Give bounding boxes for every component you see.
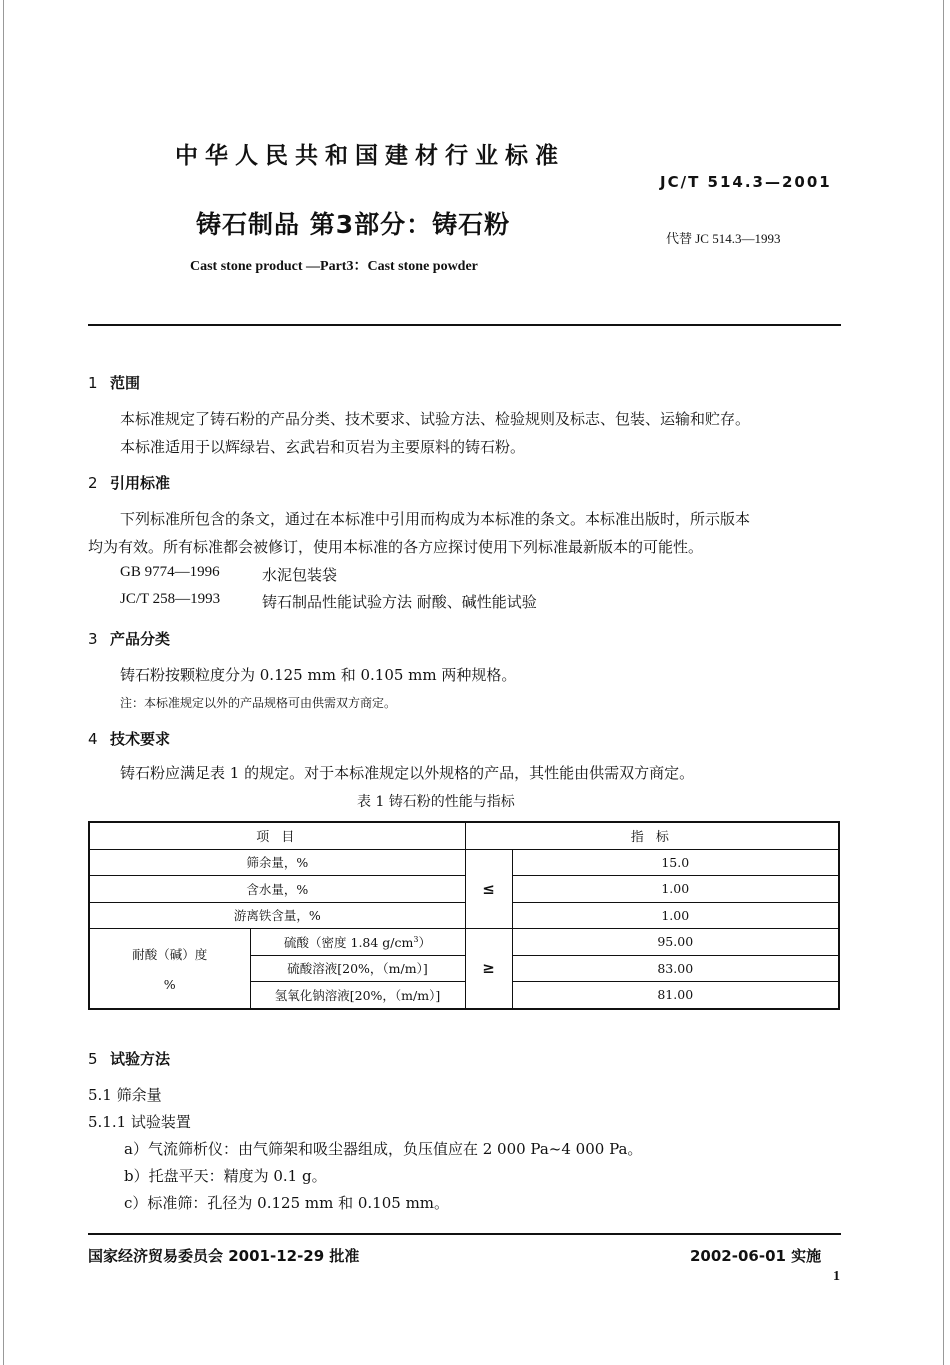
page-number: 1: [833, 1269, 840, 1284]
standard-title-english: Cast stone product —Part3：Cast stone powder: [190, 259, 478, 274]
section-3-paragraph: 铸石粉按颗粒度分为 0.125 mm 和 0.105 mm 两种规格。: [120, 666, 517, 684]
row-item: 含水量，%: [89, 876, 465, 903]
reference-1-name: 水泥包装袋: [262, 566, 338, 584]
row-value: 95.00: [512, 929, 839, 956]
page-left-edge: [3, 0, 4, 1365]
table-row: [89, 849, 839, 876]
acid-resistance-label-line-1: 耐酸（碱）度: [132, 946, 208, 962]
row-value: 1.00: [512, 876, 839, 903]
table-header-row: [89, 822, 839, 849]
row-item: 硫酸溶液[20%，（m/m）]: [250, 955, 465, 982]
section-1-heading: [88, 372, 140, 393]
subsection-5-1-heading: 5.1 筛余量: [88, 1086, 162, 1104]
section-1-paragraph-2: 本标准适用于以辉绿岩、玄武岩和页岩为主要原料的铸石粉。: [120, 438, 526, 456]
row-item: 游离铁含量，%: [89, 902, 465, 929]
subsection-5-1-1-heading: 5.1.1 试验装置: [88, 1113, 191, 1131]
row-value: 1.00: [512, 902, 839, 929]
approval-date: 国家经济贸易委员会 2001-12-29 批准: [88, 1247, 360, 1265]
replaces-standard: 代替 JC 514.3—1993: [666, 231, 781, 246]
header-rule: [88, 324, 841, 326]
section-2-paragraph-line-1: 下列标准所包含的条文，通过在本标准中引用而构成为本标准的条文。本标准出版时，所示版本: [120, 510, 751, 528]
section-2-heading: [88, 472, 170, 493]
less-equal-symbol: ≤: [465, 849, 512, 929]
standard-code: JC/T 514.3—2001: [660, 173, 832, 191]
acid-resistance-label: [89, 929, 250, 1009]
section-5-heading: [88, 1048, 170, 1069]
page-right-edge: [943, 0, 944, 1365]
row-value: 83.00: [512, 955, 839, 982]
performance-table: [88, 821, 840, 1010]
section-1-paragraph-1: 本标准规定了铸石粉的产品分类、技术要求、试验方法、检验规则及标志、包装、运输和贮存。: [120, 410, 751, 428]
standard-organization: 中华人民共和国建材行业标准: [175, 143, 565, 169]
section-number: 4: [88, 730, 98, 748]
standard-title: 铸石制品 第3部分：铸石粉: [196, 210, 511, 239]
reference-1-code: GB 9774—1996: [120, 564, 220, 580]
footer-rule: [88, 1233, 841, 1235]
superscript: 3: [413, 934, 419, 944]
section-4-paragraph: 铸石粉应满足表 1 的规定。对于本标准规定以外规格的产品，其性能由供需双方商定。: [120, 764, 695, 782]
section-3-heading: [88, 628, 170, 649]
section-number: 2: [88, 474, 98, 492]
section-3-note: 注：本标准规定以外的产品规格可由供需双方商定。: [120, 696, 397, 710]
reference-2-name: 铸石制品性能试验方法 耐酸、碱性能试验: [262, 593, 537, 611]
section-number: 1: [88, 374, 98, 392]
section-title: 试验方法: [110, 1050, 171, 1068]
section-title: 引用标准: [110, 474, 171, 492]
row-item: 筛余量，%: [89, 849, 465, 876]
row-item-text: 硫酸（密度 1.84 g/cm: [284, 934, 414, 950]
apparatus-item-c: c）标准筛：孔径为 0.125 mm 和 0.105 mm。: [124, 1194, 450, 1212]
table-caption: 表 1 铸石粉的性能与指标: [357, 794, 515, 810]
column-header-item: 项 目: [89, 822, 465, 849]
section-title: 产品分类: [110, 630, 171, 648]
acid-resistance-label-line-2: %: [163, 976, 176, 992]
column-header-index: 指 标: [465, 822, 839, 849]
section-number: 5: [88, 1050, 98, 1068]
greater-equal-symbol: ≥: [465, 929, 512, 1009]
section-title: 技术要求: [110, 730, 171, 748]
section-4-heading: [88, 728, 170, 749]
section-number: 3: [88, 630, 98, 648]
row-value: 81.00: [512, 982, 839, 1009]
table-row: [89, 929, 839, 956]
section-2-paragraph-line-2: 均为有效。所有标准都会被修订，使用本标准的各方应探讨使用下列标准最新版本的可能性。: [88, 538, 704, 556]
table-row: [89, 902, 839, 929]
row-item-tail: ）: [418, 934, 431, 950]
row-item: 氢氧化钠溶液[20%，（m/m）]: [250, 982, 465, 1009]
apparatus-item-b: b）托盘平天：精度为 0.1 g。: [124, 1167, 327, 1185]
section-title: 范围: [110, 374, 141, 392]
row-value: 15.0: [512, 849, 839, 876]
implementation-date: 2002-06-01 实施: [690, 1247, 822, 1265]
table-row: [89, 876, 839, 903]
reference-2-code: JC/T 258—1993: [120, 591, 221, 607]
row-item: [250, 929, 465, 956]
apparatus-item-a: a）气流筛析仪：由气筛架和吸尘器组成，负压值应在 2 000 Pa~4 000 Pa。: [124, 1140, 643, 1158]
